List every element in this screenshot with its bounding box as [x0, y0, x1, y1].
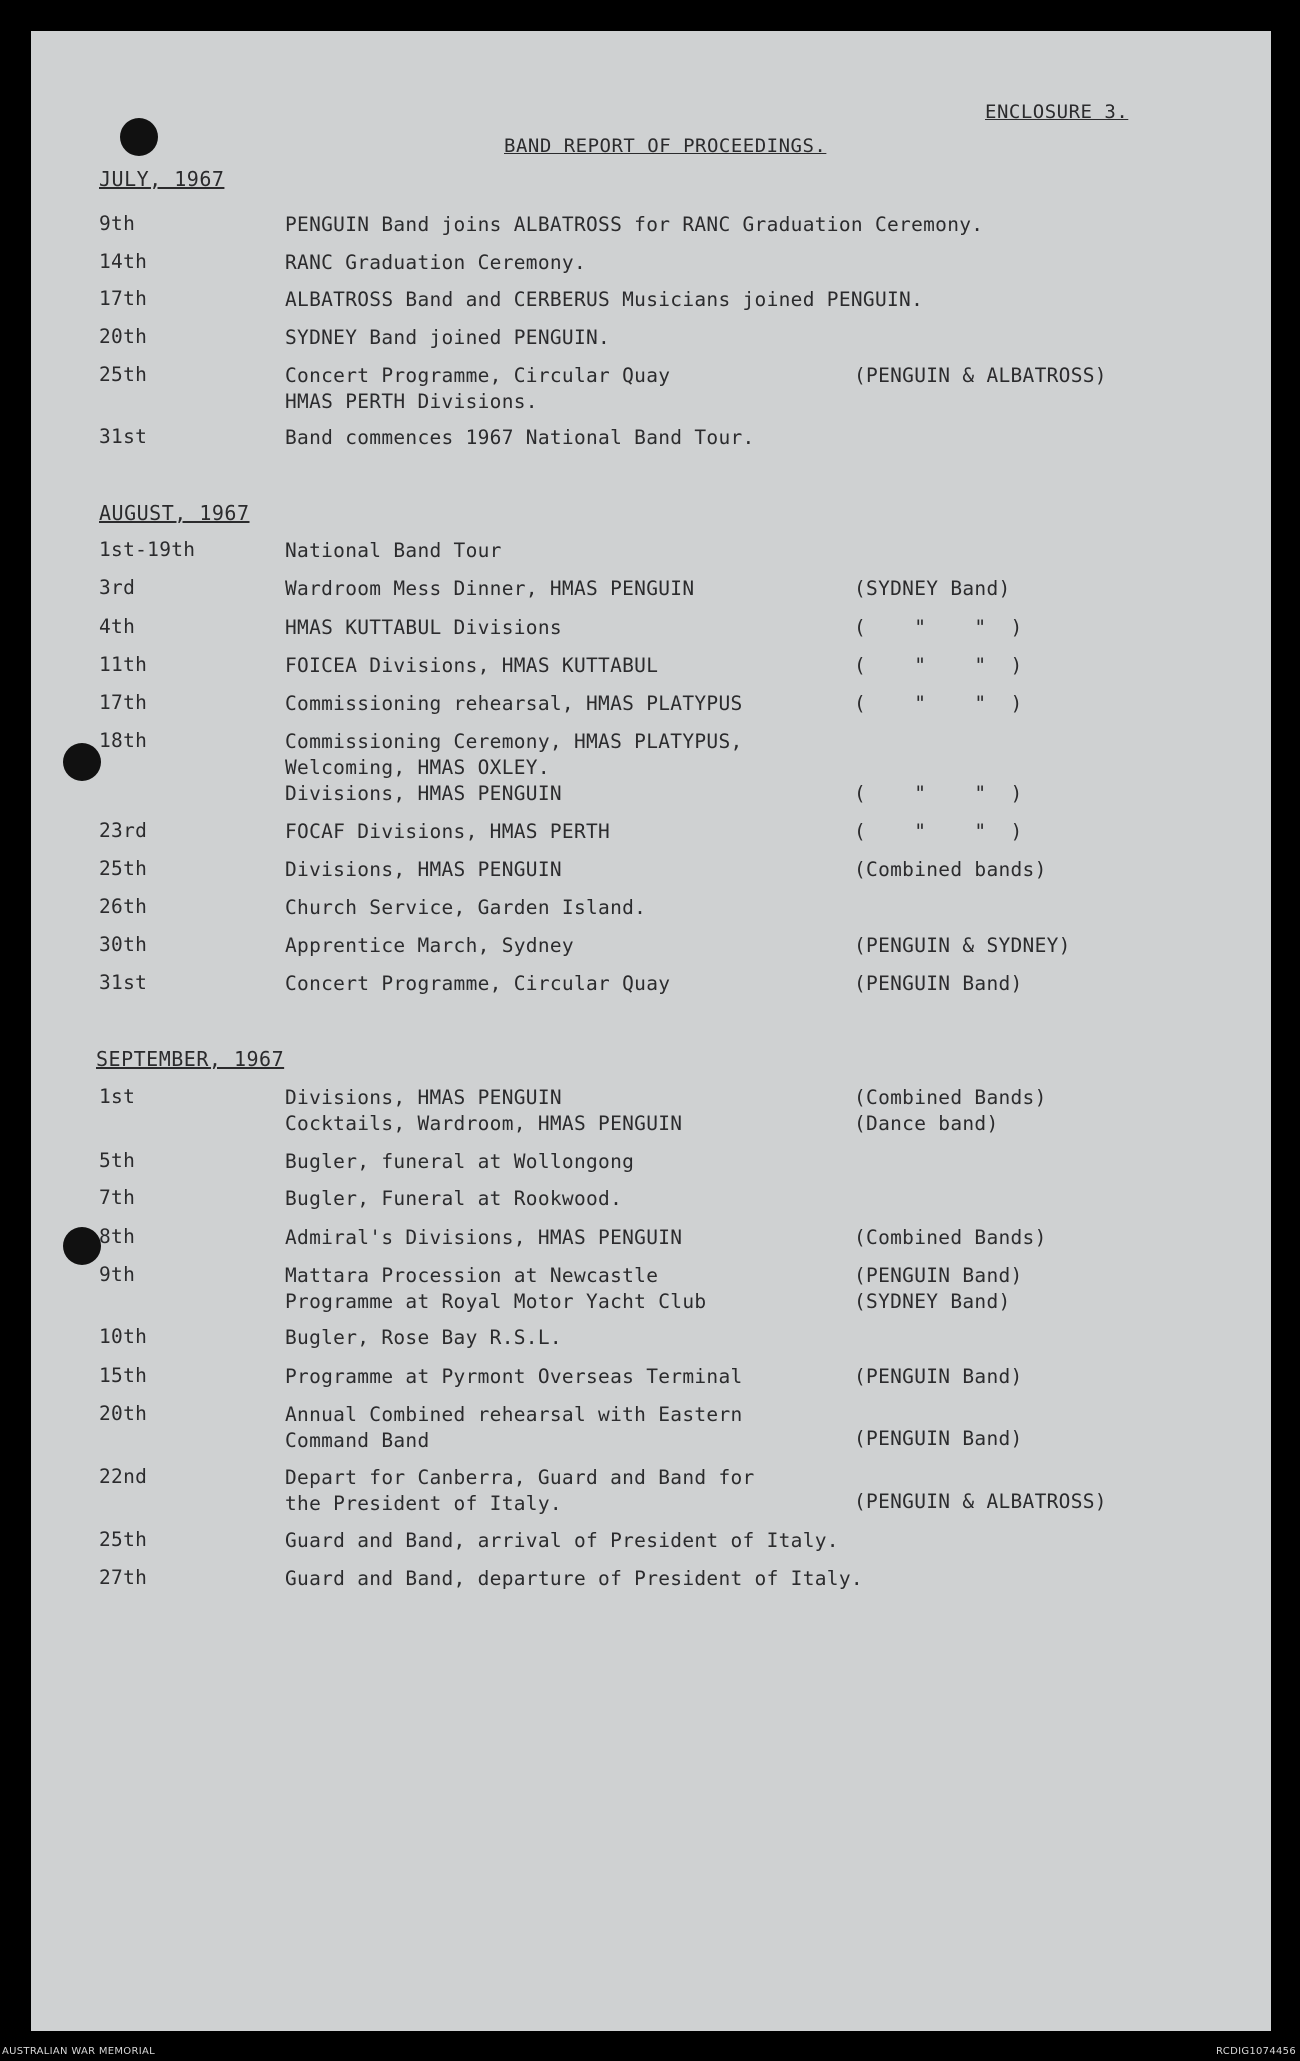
description-line: FOCAF Divisions, HMAS PERTH [285, 820, 611, 843]
band-note-line: (PENGUIN Band) [854, 1264, 1023, 1287]
entry-date: 27th [99, 1566, 148, 1589]
description-line: Cocktails, Wardroom, HMAS PENGUIN [285, 1112, 683, 1135]
band-note-line: (PENGUIN & SYDNEY) [854, 934, 1071, 957]
description-line: the President of Italy. [285, 1492, 562, 1515]
entry-description [285, 538, 502, 564]
entry-description [285, 895, 646, 921]
entry-description [285, 576, 694, 602]
description-line: HMAS PERTH Divisions. [285, 390, 538, 413]
entry-band-note [854, 1364, 1023, 1390]
entry-description [285, 212, 983, 238]
entry-date: 4th [99, 615, 136, 638]
description-line: Depart for Canberra, Guard and Band for [285, 1466, 755, 1489]
entry-description [285, 729, 743, 807]
entry-date: 15th [99, 1364, 148, 1387]
entry-band-note [854, 1225, 1047, 1251]
description-line: Mattara Procession at Newcastle [285, 1264, 659, 1287]
description-line: PENGUIN Band joins ALBATROSS for RANC Graduation Ceremony. [285, 213, 984, 236]
entry-band-note [854, 781, 1023, 807]
entry-date: 11th [99, 653, 148, 676]
punch-hole [63, 1227, 101, 1265]
entry-description [285, 615, 562, 641]
entry-band-note [854, 1263, 1023, 1315]
band-note-line: (PENGUIN & ALBATROSS) [854, 364, 1107, 387]
description-line: Welcoming, HMAS OXLEY. [285, 756, 550, 779]
entry-date: 23rd [99, 819, 148, 842]
entry-description [285, 1149, 634, 1175]
description-line: Commissioning rehearsal, HMAS PLATYPUS [285, 692, 743, 715]
month-heading: JULY, 1967 [99, 167, 225, 191]
description-line: Bugler, Rose Bay R.S.L. [285, 1326, 562, 1349]
band-note-line: (Combined bands) [854, 858, 1047, 881]
description-line: ALBATROSS Band and CERBERUS Musicians joined PENGUIN. [285, 288, 924, 311]
entry-date: 26th [99, 895, 148, 918]
entry-description [285, 1364, 743, 1390]
entry-description [285, 1566, 863, 1592]
entry-band-note [854, 1426, 1023, 1452]
band-note-line: (PENGUIN Band) [854, 972, 1023, 995]
description-line: Wardroom Mess Dinner, HMAS PENGUIN [285, 577, 695, 600]
band-note-line: (Dance band) [854, 1112, 999, 1135]
description-line: Apprentice March, Sydney [285, 934, 574, 957]
band-note-line: ( " " ) [854, 654, 1023, 677]
entry-date: 20th [99, 325, 148, 348]
entry-date: 5th [99, 1149, 136, 1172]
description-line: HMAS KUTTABUL Divisions [285, 616, 562, 639]
entry-description [285, 425, 755, 451]
entry-date: 17th [99, 287, 148, 310]
document-title: BAND REPORT OF PROCEEDINGS. [504, 135, 827, 157]
entry-description [285, 1325, 562, 1351]
description-line: Commissioning Ceremony, HMAS PLATYPUS, [285, 730, 743, 753]
description-line: Bugler, funeral at Wollongong [285, 1150, 635, 1173]
description-line: Divisions, HMAS PENGUIN [285, 858, 562, 881]
entry-description [285, 819, 610, 845]
entry-description [285, 1465, 755, 1517]
entry-band-note [854, 1489, 1107, 1515]
entry-band-note [854, 615, 1023, 641]
entry-date: 14th [99, 250, 148, 273]
punch-hole [120, 118, 158, 156]
band-note-line: (Combined Bands) [854, 1086, 1047, 1109]
entry-description [285, 1528, 839, 1554]
entry-date: 20th [99, 1402, 148, 1425]
entry-date: 31st [99, 971, 148, 994]
band-note-line: (PENGUIN Band) [854, 1427, 1023, 1450]
description-line: Guard and Band, departure of President of Italy. [285, 1567, 863, 1590]
entry-band-note [854, 576, 1011, 602]
entry-date: 30th [99, 933, 148, 956]
description-line: Programme at Royal Motor Yacht Club [285, 1290, 707, 1313]
entry-date: 10th [99, 1325, 148, 1348]
entry-band-note [854, 363, 1107, 389]
description-line: Concert Programme, Circular Quay [285, 972, 671, 995]
description-line: Guard and Band, arrival of President of Italy. [285, 1529, 839, 1552]
band-note-line: (PENGUIN Band) [854, 1365, 1023, 1388]
description-line: SYDNEY Band joined PENGUIN. [285, 326, 611, 349]
entry-date: 1st [99, 1085, 136, 1108]
entry-description [285, 363, 670, 415]
entry-description [285, 653, 658, 679]
entry-band-note [854, 971, 1023, 997]
entry-description [285, 857, 562, 883]
entry-date: 9th [99, 212, 136, 235]
entry-band-note [854, 857, 1047, 883]
band-note-line: ( " " ) [854, 616, 1023, 639]
enclosure-label: ENCLOSURE 3. [985, 101, 1129, 123]
description-line: Concert Programme, Circular Quay [285, 364, 671, 387]
description-line: Command Band [285, 1429, 430, 1452]
entry-date: 17th [99, 691, 148, 714]
description-line: National Band Tour [285, 539, 502, 562]
description-line: Bugler, Funeral at Rookwood. [285, 1187, 623, 1210]
description-line: Band commences 1967 National Band Tour. [285, 426, 755, 449]
entry-band-note [854, 819, 1023, 845]
entry-date: 31st [99, 425, 148, 448]
entry-band-note [854, 691, 1023, 717]
entry-description [285, 1263, 706, 1315]
punch-hole [63, 743, 101, 781]
entry-description [285, 1186, 622, 1212]
entry-date: 9th [99, 1263, 136, 1286]
footer-archive-name: AUSTRALIAN WAR MEMORIAL [2, 2046, 155, 2057]
description-line: FOICEA Divisions, HMAS KUTTABUL [285, 654, 659, 677]
band-note-line: ( " " ) [854, 692, 1023, 715]
entry-date: 7th [99, 1186, 136, 1209]
entry-date: 3rd [99, 576, 136, 599]
entry-date: 1st-19th [99, 538, 196, 561]
band-note-line: ( " " ) [854, 820, 1023, 843]
description-line: Annual Combined rehearsal with Eastern [285, 1403, 743, 1426]
entry-description [285, 691, 743, 717]
entry-description [285, 1225, 682, 1251]
band-note-line: (PENGUIN & ALBATROSS) [854, 1490, 1107, 1513]
entry-date: 25th [99, 1528, 148, 1551]
document-page [31, 31, 1271, 2031]
description-line: Divisions, HMAS PENGUIN [285, 1086, 562, 1109]
description-line: Programme at Pyrmont Overseas Terminal [285, 1365, 743, 1388]
entry-date: 18th [99, 729, 148, 752]
entry-description [285, 971, 670, 997]
band-note-line: ( " " ) [854, 782, 1023, 805]
entry-band-note [854, 933, 1071, 959]
entry-date: 25th [99, 363, 148, 386]
band-note-line: (SYDNEY Band) [854, 1290, 1011, 1313]
band-note-line: (SYDNEY Band) [854, 577, 1011, 600]
entry-description [285, 1085, 682, 1137]
description-line: Admiral's Divisions, HMAS PENGUIN [285, 1226, 683, 1249]
entry-description [285, 325, 610, 351]
footer-record-id: RCDIG1074456 [1216, 2046, 1296, 2057]
description-line: Divisions, HMAS PENGUIN [285, 782, 562, 805]
entry-description [285, 933, 574, 959]
description-line: RANC Graduation Ceremony. [285, 251, 586, 274]
entry-band-note [854, 1085, 1047, 1137]
entry-description [285, 1402, 743, 1454]
month-heading: AUGUST, 1967 [99, 501, 250, 525]
description-line: Church Service, Garden Island. [285, 896, 647, 919]
month-heading: SEPTEMBER, 1967 [96, 1047, 285, 1071]
entry-band-note [854, 653, 1023, 679]
entry-description [285, 250, 586, 276]
entry-date: 22nd [99, 1465, 148, 1488]
entry-description [285, 287, 923, 313]
band-note-line: (Combined Bands) [854, 1226, 1047, 1249]
entry-date: 8th [99, 1225, 136, 1248]
entry-date: 25th [99, 857, 148, 880]
